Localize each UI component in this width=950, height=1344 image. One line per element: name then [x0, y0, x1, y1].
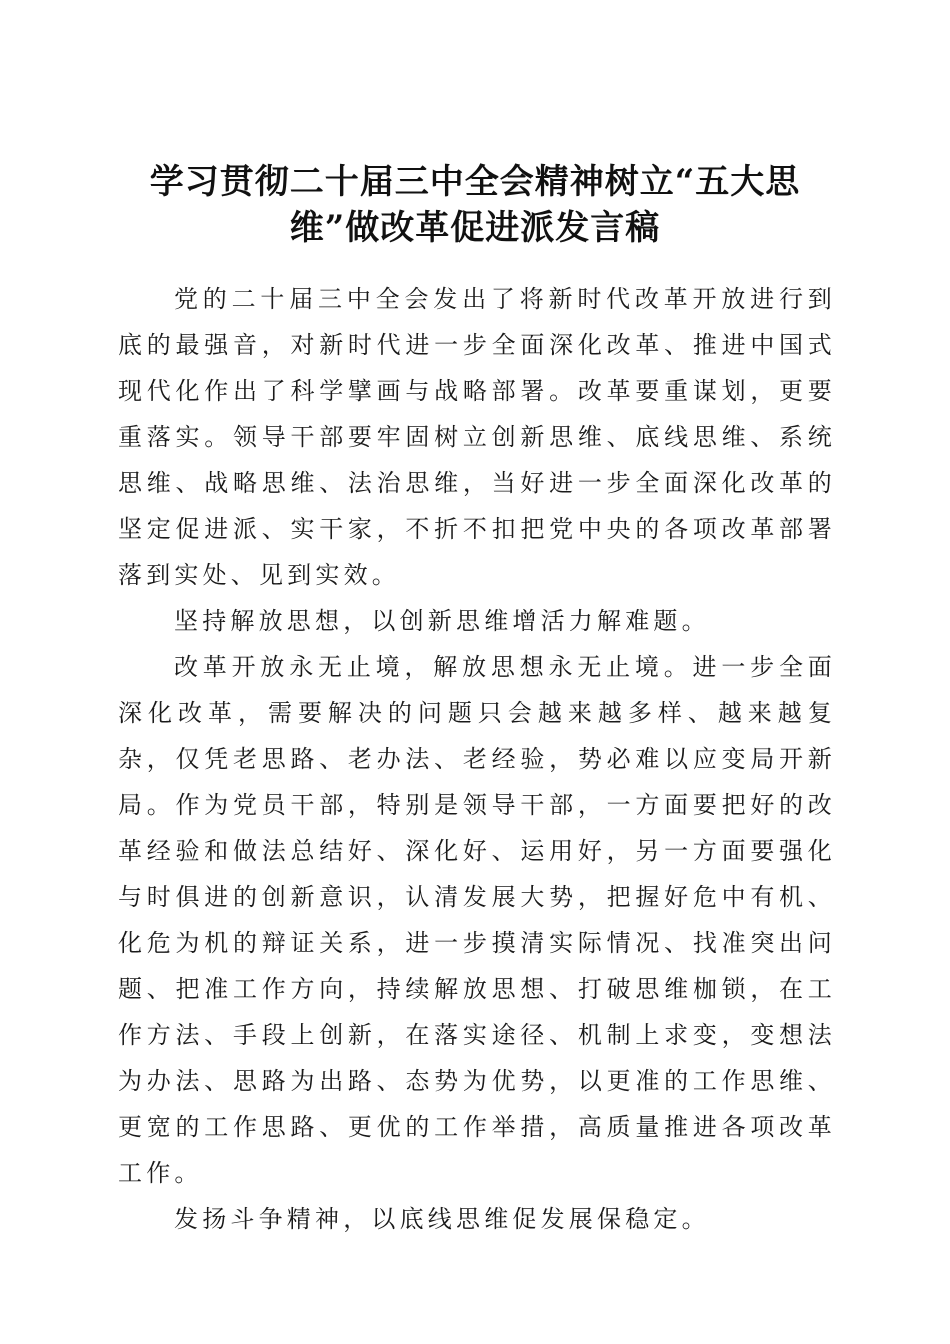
document-body [118, 276, 836, 1242]
paragraph-reform: 改革开放永无止境，解放思想永无止境。进一步全面深化改革，需要解决的问题只会越来越多样、越来越复杂，仅凭老思路、老办法、老经验，势必难以应变局开新局。作为党员干部，特别是领导干部，一方面要把好的改革经验和做法总结好、深化好、运用好，另一方面要强化与时俱进的创新意识，认清发展大势，把握好危中有机、化危为机的辩证关系，进一步摸清实际情况、找准突出问题、把准工作方向，持续解放思想、打破思维枷锁，在工作方法、手段上创新，在落实途径、机制上求变，变想法为办法、思路为出路、态势为优势，以更准的工作思维、更宽的工作思路、更优的工作举措，高质量推进各项改革工作。 [118, 653, 836, 1187]
title-line-2: 维”做改革促进派发言稿 [289, 207, 661, 248]
paragraph-intro: 党的二十届三中全会发出了将新时代改革开放进行到底的最强音，对新时代进一步全面深化改革、推进中国式现代化作出了科学擘画与战略部署。改革要重谋划，更要重落实。领导干部要牢固树立创新思维、底线思维、系统思维、战略思维、法治思维，当好进一步全面深化改革的坚定促进派、实干家，不折不扣把党中央的各项改革部署落到实处、见到实效。 [118, 285, 836, 589]
title-line-1: 学习贯彻二十届三中全会精神树立“五大思 [149, 161, 801, 202]
paragraph-heading-1: 坚持解放思想，以创新思维增活力解难题。 [174, 607, 710, 635]
document-title [110, 159, 840, 251]
paragraph-heading-2: 发扬斗争精神，以底线思维促发展保稳定。 [174, 1205, 710, 1233]
